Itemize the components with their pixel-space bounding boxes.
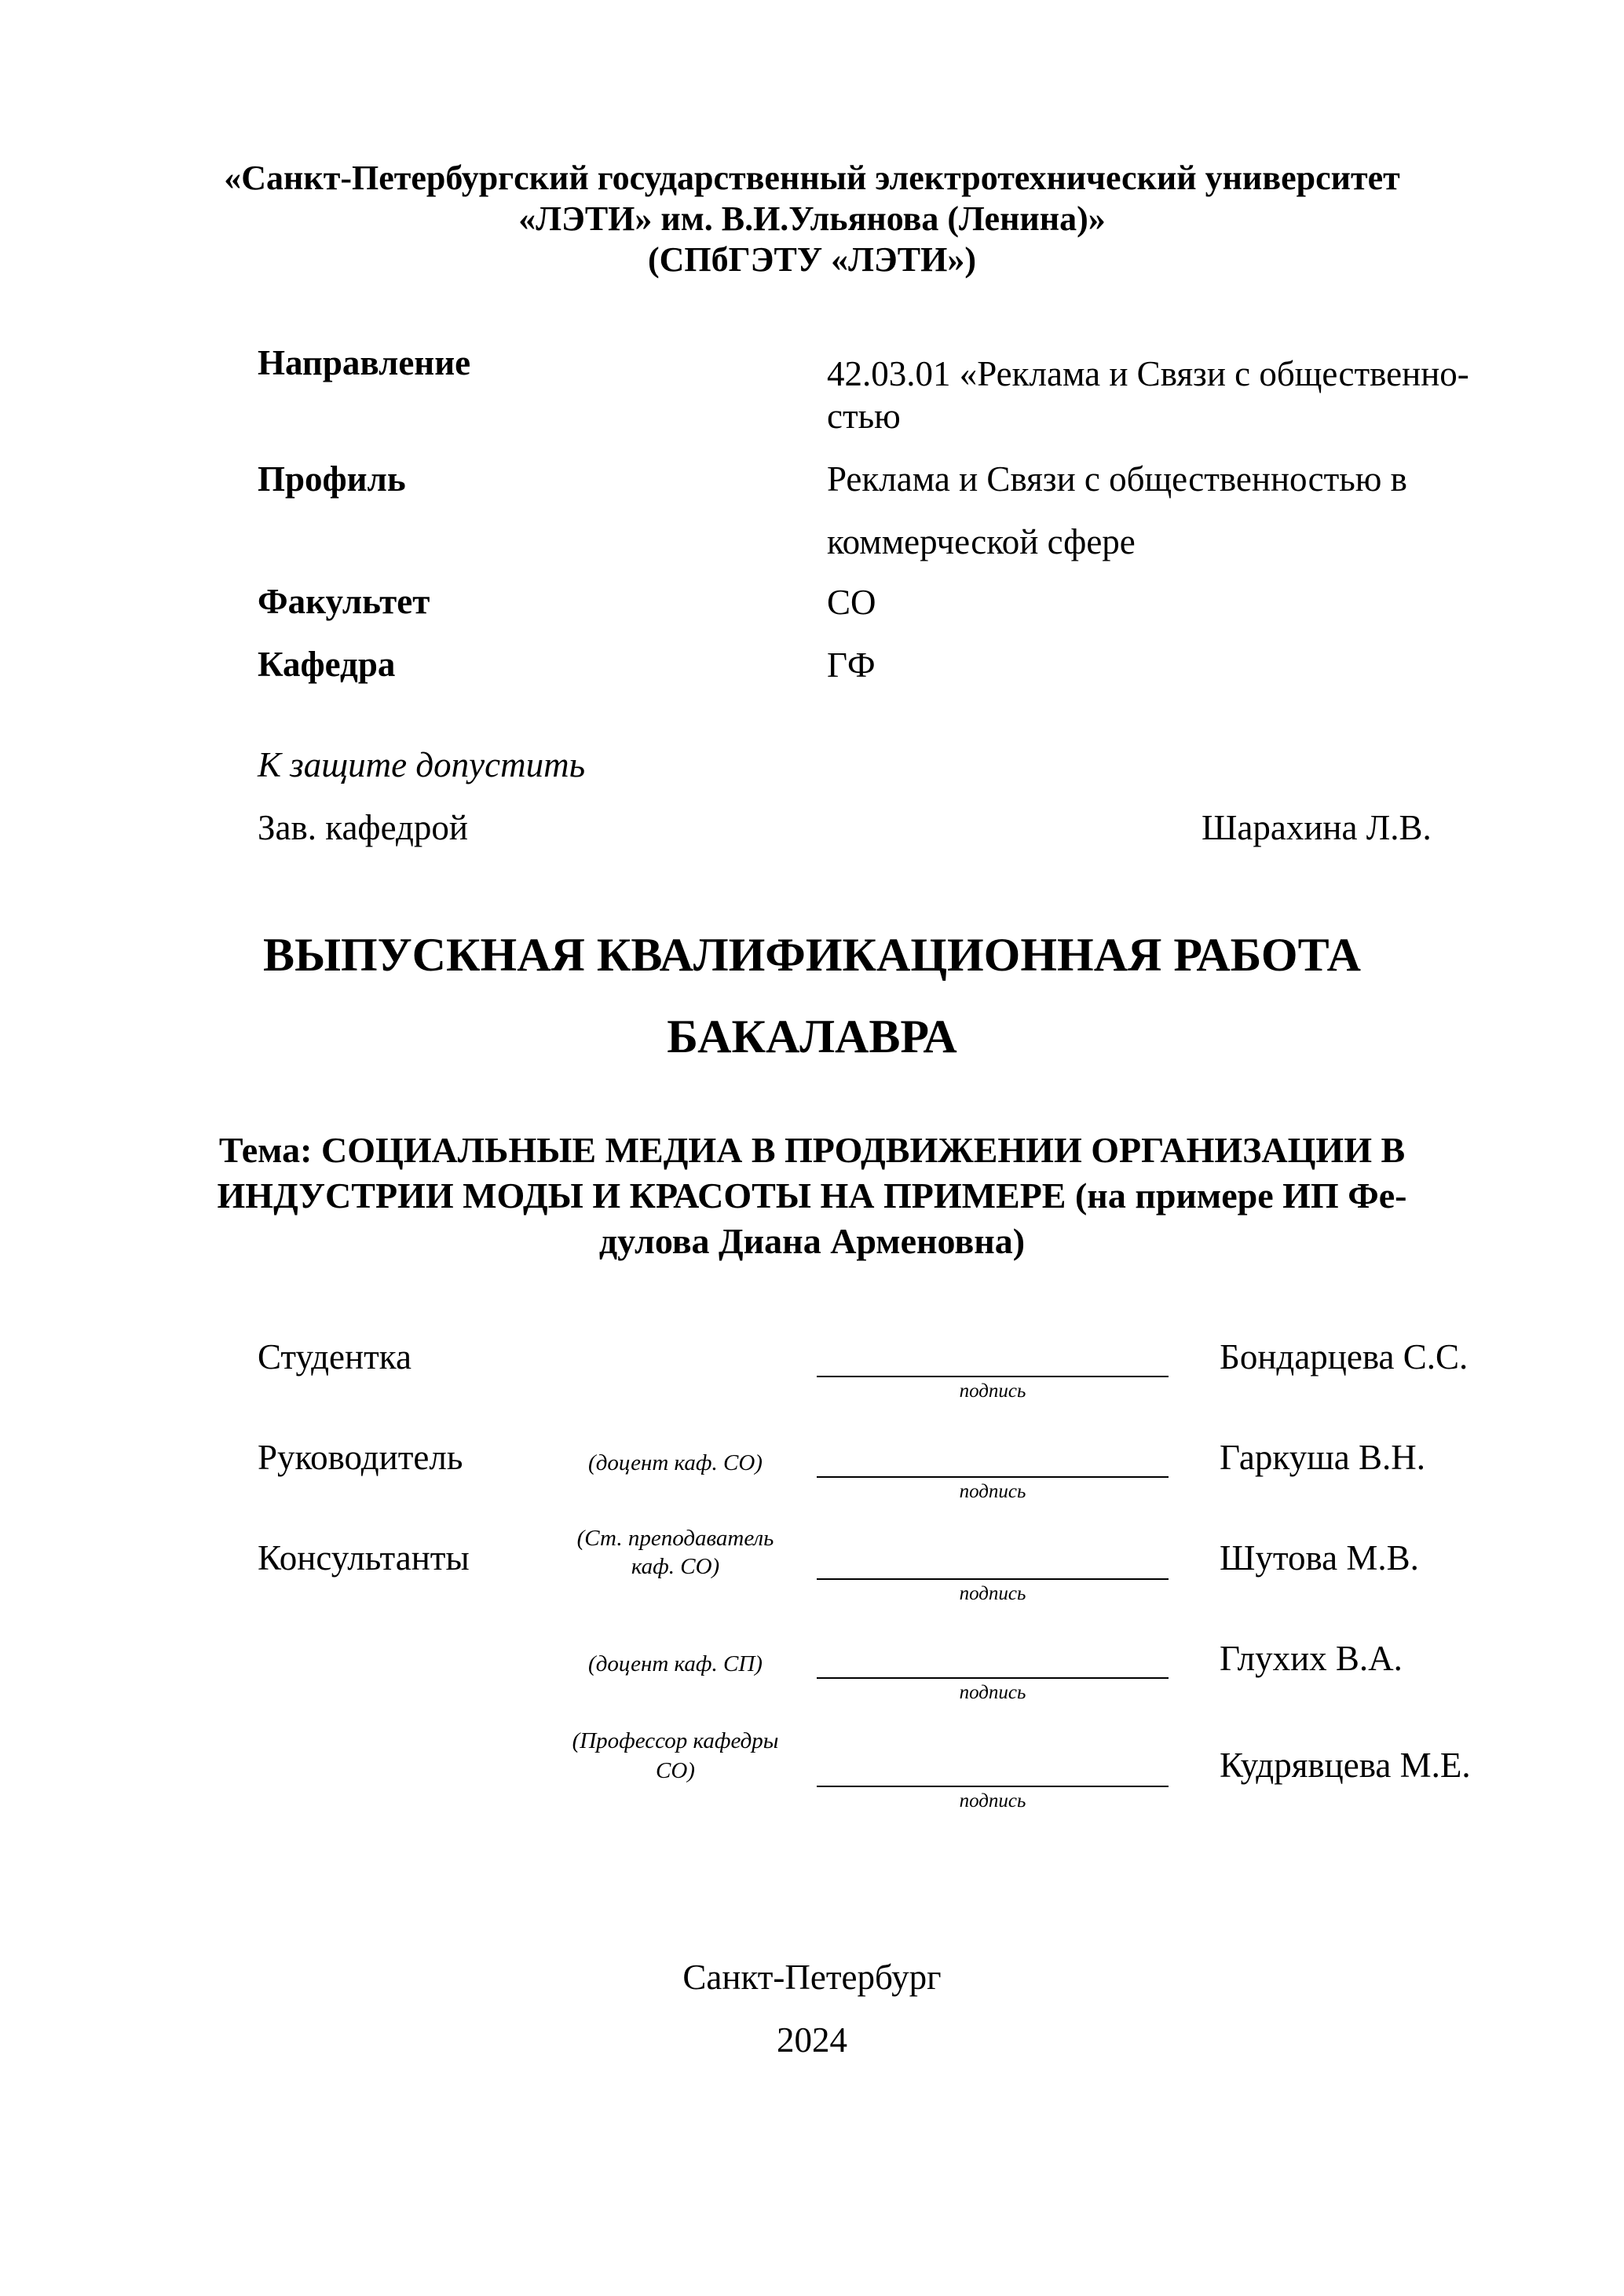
university-name-line1: «Санкт-Петербургский государственный электротехнический университет [224, 159, 1400, 197]
faculty-value: СО [827, 583, 876, 622]
direction-value-line1: 42.03.01 «Реклама и Связи с общественно- [827, 354, 1469, 393]
supervisor-name: Гаркуша В.Н. [1220, 1438, 1425, 1477]
university-name-line2: «ЛЭТИ» им. В.И.Ульянова (Ленина)» [518, 199, 1106, 238]
consultant1-position-line2: каф. СО) [631, 1554, 720, 1579]
thesis-title-line1: ВЫПУСКНАЯ КВАЛИФИКАЦИОННАЯ РАБОТА [263, 929, 1361, 981]
year: 2024 [777, 2020, 847, 2060]
university-abbreviation: (СПбГЭТУ «ЛЭТИ») [648, 240, 976, 279]
consultant1-signature-line [817, 1578, 1169, 1580]
consultants-role: Консультанты [258, 1538, 470, 1578]
thesis-title-line2: БАКАЛАВРА [667, 1011, 957, 1062]
profile-value-line2: коммерческой сфере [827, 522, 1136, 561]
supervisor-role: Руководитель [258, 1438, 463, 1477]
consultant2-name: Глухих В.А. [1220, 1639, 1403, 1678]
consultant3-signature-line [817, 1786, 1169, 1787]
faculty-label: Факультет [258, 582, 430, 621]
supervisor-signature-line [817, 1476, 1169, 1478]
consultant1-signature-caption: подпись [959, 1583, 1026, 1604]
head-of-department-name: Шарахина Л.В. [1202, 808, 1432, 847]
consultant3-position-line1: (Профессор кафедры [572, 1728, 779, 1753]
topic-line3: дулова Диана Арменовна) [598, 1221, 1026, 1261]
topic-line2: ИНДУСТРИИ МОДЫ И КРАСОТЫ НА ПРИМЕРЕ (на примере ИП Фе- [217, 1175, 1407, 1216]
student-name: Бондарцева С.С. [1220, 1337, 1469, 1377]
consultant3-name: Кудрявцева М.Е. [1220, 1746, 1471, 1785]
head-of-department-label: Зав. кафедрой [258, 808, 468, 847]
consultant3-position-line2: СО) [656, 1758, 695, 1783]
direction-value-line2: стью [827, 397, 901, 436]
consultant2-signature-line [817, 1677, 1169, 1679]
supervisor-signature-caption: подпись [959, 1481, 1026, 1502]
department-label: Кафедра [258, 645, 396, 684]
consultant1-position-line1: (Ст. преподаватель [576, 1526, 774, 1551]
department-value: ГФ [827, 645, 876, 685]
profile-label: Профиль [258, 459, 406, 499]
direction-label: Направление [258, 343, 471, 382]
student-signature-caption: подпись [959, 1380, 1026, 1402]
student-signature-line [817, 1376, 1169, 1377]
profile-value-line1: Реклама и Связи с общественностью в [827, 459, 1407, 499]
consultant3-signature-caption: подпись [959, 1790, 1026, 1812]
admission-note: К защите допустить [258, 745, 586, 784]
consultant1-name: Шутова М.В. [1220, 1538, 1419, 1578]
consultant2-signature-caption: подпись [959, 1682, 1026, 1703]
city: Санкт-Петербург [682, 1958, 942, 1997]
student-role: Студентка [258, 1337, 411, 1377]
supervisor-position: (доцент каф. СО) [588, 1450, 763, 1475]
consultant2-position: (доцент каф. СП) [588, 1651, 763, 1676]
topic-line1: Тема: СОЦИАЛЬНЫЕ МЕДИА В ПРОДВИЖЕНИИ ОРГАНИЗАЦИИ В [218, 1130, 1406, 1170]
